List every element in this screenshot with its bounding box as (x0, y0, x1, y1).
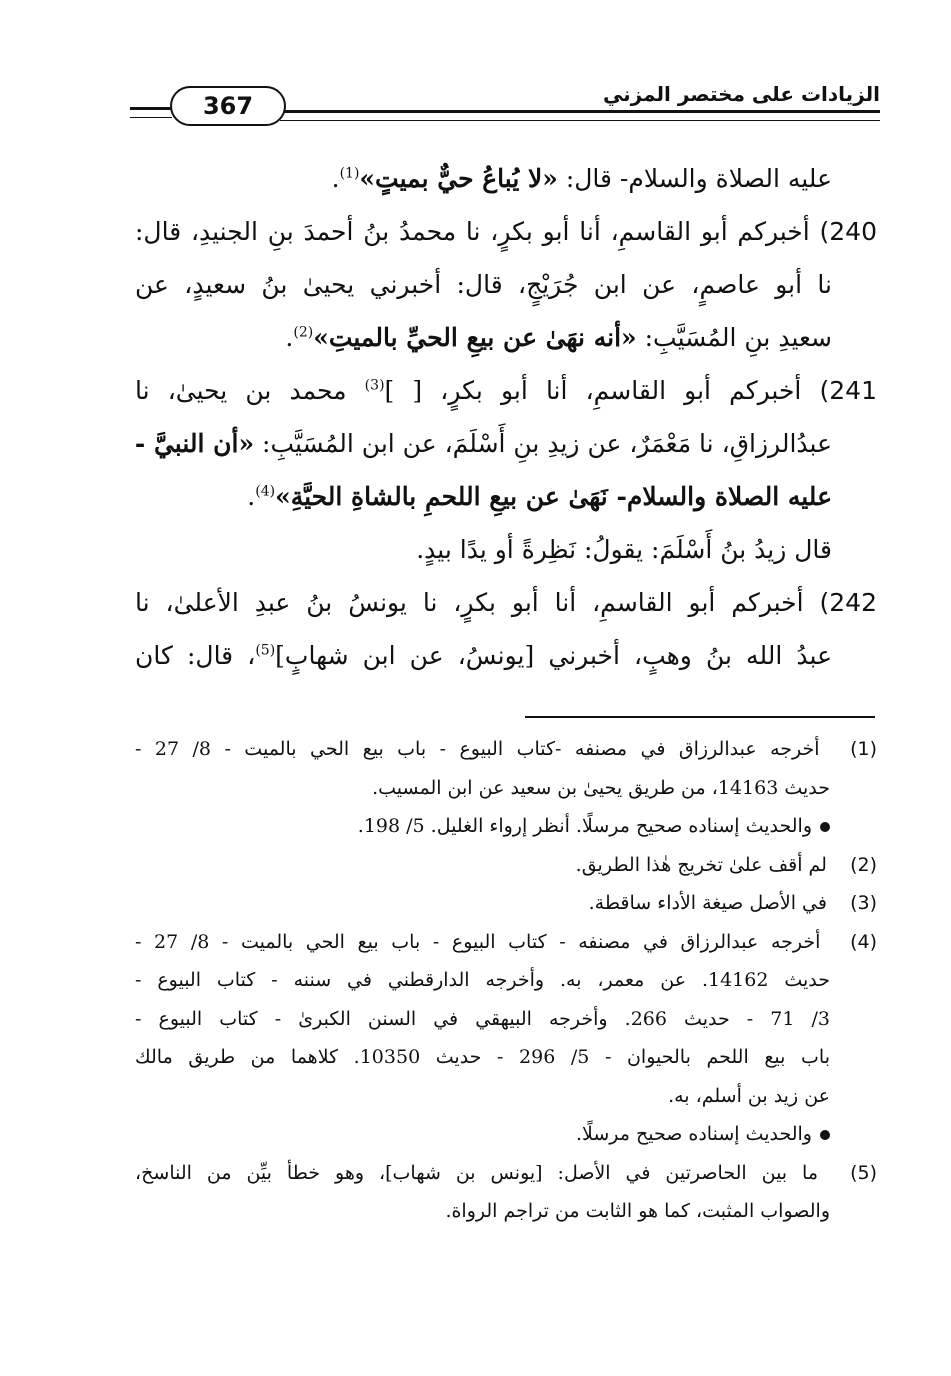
line-text: محمد بن يحيىٰ، نا (135, 376, 365, 405)
footnote-text: أخرجه عبدالرزاق في مصنفه -كتاب البيوع - باب بيع الحي بالميت - 8/ 27 - (135, 738, 820, 760)
footnote-2 (135, 846, 877, 885)
footnote-number: (1) (850, 738, 877, 760)
header-rule-left (130, 107, 172, 118)
hadith-242-line-2 (135, 629, 877, 682)
footnote-number: (4) (850, 930, 877, 953)
hadith-241-line-2 (135, 417, 877, 470)
hadith-quote: «أنه نهَىٰ عن بيعِ الحيِّ بالميتِ» (313, 323, 637, 352)
bullet-icon (820, 822, 830, 832)
line-text: أخبركم أبو القاسمِ، أنا أبو بكرٍ، [ ] (384, 376, 802, 405)
footnotes (135, 730, 877, 1231)
hadith-240-line-3 (135, 311, 877, 364)
footnote-text: 3/ 71 - حديث 266. وأخرجه البيهقي في السنن الكبرىٰ - كتاب البيوع - (135, 1007, 831, 1030)
hadith-quote: عليه الصلاة والسلام- نَهَىٰ عن بيعِ اللحمِ بالشاةِ الحيَّةِ» (275, 482, 832, 511)
footnote-text: والحديث إسناده صحيح مرسلًا. (575, 1123, 812, 1145)
bullet-icon (820, 1130, 830, 1140)
main-text (135, 152, 877, 682)
running-title: الزيادات على مختصر المزني (602, 82, 880, 106)
footnote-1-note (135, 807, 877, 846)
footnote-number: (5) (850, 1161, 877, 1184)
line-text: عبدُ الله بنُ وهبٍ، أخبرني [يونسُ، عن ابن شهابٍ] (275, 641, 832, 670)
footnote-text: ما بين الحاصرتين في الأصل: [يونس بن شهاب]، وهو خطأ بيِّن من الناسخ، (135, 1161, 819, 1184)
footnote-number: (3) (850, 892, 877, 914)
footnote-text: باب بيع اللحم بالحيوان - 5/ 296 - حديث 10350. كلاهما من طريق مالك (135, 1046, 830, 1068)
footnote-text: والصواب المثبت، كما هو الثابت من تراجم الرواة. (445, 1200, 830, 1222)
footnote-ref: (4) (255, 483, 276, 500)
punctuation: . (331, 164, 340, 193)
line-text: أخبركم أبو القاسمِ، أنا أبو بكرٍ، نا محمدُ بنُ أحمدَ بنِ الجنيدِ، قال: (135, 217, 810, 246)
footnote-1 (135, 730, 877, 769)
footnote-ref: (3) (364, 377, 385, 394)
footnote-4-cont (135, 1077, 877, 1116)
footnote-5-cont (135, 1192, 877, 1231)
footnote-3 (135, 884, 877, 923)
line-text: ، قال: كان (135, 641, 256, 670)
line-text: عبدُالرزاقِ، نا مَعْمَرٌ، عن زيدِ بنِ أَسْلَمَ، عن ابن المُسَيَّبِ: (254, 429, 832, 458)
footnote-ref: (5) (255, 642, 276, 659)
punctuation: . (285, 323, 294, 352)
hadith-240-line-1 (135, 205, 877, 258)
hadith-241-line-1 (135, 364, 877, 417)
hadith-number: 240) (819, 217, 877, 246)
line-text: نا أبو عاصمٍ، عن ابن جُرَيْجٍ، قال: أخبرني يحيىٰ بنُ سعيدٍ، عن (135, 270, 832, 299)
footnote-ref: (1) (339, 165, 360, 182)
header-rule-right (280, 110, 880, 121)
hadith-number: 242) (819, 588, 877, 617)
footnote-text: لم أقف علىٰ تخريج هٰذا الطريق. (575, 853, 827, 876)
footnote-4-cont (135, 1000, 877, 1039)
page-number: 367 (170, 86, 286, 126)
footnote-text: عن زيد بن أسلم، به. (668, 1084, 830, 1107)
footnote-text: حديث 14162. عن معمر، به. وأخرجه الدارقطني في سننه - كتاب البيوع - (135, 969, 830, 991)
hadith-242-line-1 (135, 576, 877, 629)
footnote-text: في الأصل صيغة الأداء ساقطة. (588, 892, 827, 914)
hadith-quote: «لا يُباعُ حيٌّ بميتٍ» (359, 164, 558, 193)
text-line (135, 152, 877, 205)
footnote-5 (135, 1154, 877, 1193)
hadith-240-line-2 (135, 258, 877, 311)
footnote-number: (2) (850, 853, 877, 876)
line-text: سعيدِ بنِ المُسَيَّبِ: (636, 323, 832, 352)
footnote-4-cont (135, 961, 877, 1000)
footnote-text: والحديث إسناده صحيح مرسلًا. أنظر إرواء الغليل. 5/ 198. (357, 815, 812, 837)
footnote-4-note (135, 1115, 877, 1154)
hadith-number: 241) (819, 376, 877, 405)
footnote-text: حديث 14163، من طريق يحيىٰ بن سعيد عن ابن المسيب. (372, 776, 830, 799)
footnote-4 (135, 923, 877, 962)
hadith-quote: «أن النبيَّ - (134, 429, 255, 458)
line-text: قال زيدُ بنُ أَسْلَمَ: يقولُ: نَظِرةً أو يدًا بيدٍ. (416, 535, 832, 564)
footnote-1-cont (135, 769, 877, 808)
footnote-separator (525, 716, 875, 718)
hadith-241-line-4 (135, 523, 877, 576)
page-header (130, 82, 880, 132)
punctuation: . (247, 482, 256, 511)
line-text: أخبركم أبو القاسمِ، أنا أبو بكرٍ، نا يونسُ بنُ عبدِ الأعلىٰ، نا (135, 588, 804, 617)
line-text: عليه الصلاة والسلام- قال: (557, 164, 832, 193)
hadith-241-line-3 (135, 470, 877, 523)
footnote-text: أخرجه عبدالرزاق في مصنفه - كتاب البيوع - باب بيع الحي بالميت - 8/ 27 - (135, 930, 821, 953)
footnote-ref: (2) (293, 324, 314, 341)
footnote-4-cont (135, 1038, 877, 1077)
